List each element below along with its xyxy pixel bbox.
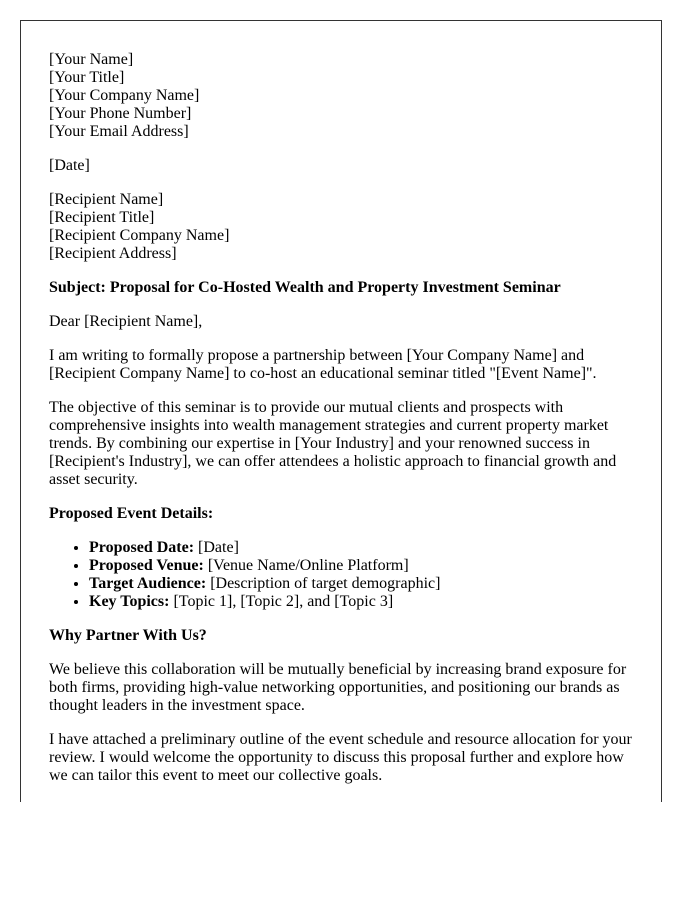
why-partner-paragraph: We believe this collaboration will be mutually beneficial by increasing brand exposure for both firms, providing high-value networking opportunities, and positioning our brands as thought leaders in the investment space. [49,661,627,714]
list-item-label: Proposed Date: [89,539,195,556]
sender-email: [Your Email Address] [49,123,189,140]
salutation: Dear [Recipient Name], [49,313,203,330]
letter-body [21,21,661,785]
list-item-value: [Topic 1], [Topic 2], and [Topic 3] [169,593,394,610]
recipient-name: [Recipient Name] [49,191,164,208]
recipient-company: [Recipient Company Name] [49,227,230,244]
sender-name: [Your Name] [49,51,134,68]
list-item-label: Target Audience: [89,575,207,592]
recipient-block [49,191,633,263]
recipient-title: [Recipient Title] [49,209,155,226]
recipient-address: [Recipient Address] [49,245,177,262]
list-item [89,593,633,611]
event-details-heading: Proposed Event Details: [49,505,214,522]
letter-date: [Date] [49,157,90,174]
closing-paragraph: I have attached a preliminary outline of the event schedule and resource allocation for your review. I would welcome the opportunity to discuss this proposal further and explore how we can tailor this event to meet our collective goals. [49,731,632,784]
sender-block [49,51,633,141]
sender-title: [Your Title] [49,69,125,86]
objective-paragraph: The objective of this seminar is to provide our mutual clients and prospects with comprehensive insights into wealth management strategies and current property market trends. By combining our expertise in [Your Industry] and your renowned success in [Recipient's Industry], we can offer attendees a holistic approach to financial growth and asset security. [49,399,617,488]
letter-page [20,20,662,802]
list-item-value: [Date] [194,539,239,556]
list-item-value: [Venue Name/Online Platform] [203,557,409,574]
sender-phone: [Your Phone Number] [49,105,192,122]
why-partner-heading: Why Partner With Us? [49,627,207,644]
sender-company: [Your Company Name] [49,87,200,104]
list-item-label: Proposed Venue: [89,557,204,574]
list-item [89,575,633,593]
list-item [89,557,633,575]
list-item-value: [Description of target demographic] [206,575,441,592]
intro-paragraph: I am writing to formally propose a partnership between [Your Company Name] and [Recipient Company Name] to co-host an educational seminar titled "[Event Name]". [49,347,597,382]
list-item [89,539,633,557]
event-details-list [49,539,633,611]
list-item-label: Key Topics: [89,593,170,610]
subject-line: Subject: Proposal for Co-Hosted Wealth and Property Investment Seminar [49,279,561,296]
